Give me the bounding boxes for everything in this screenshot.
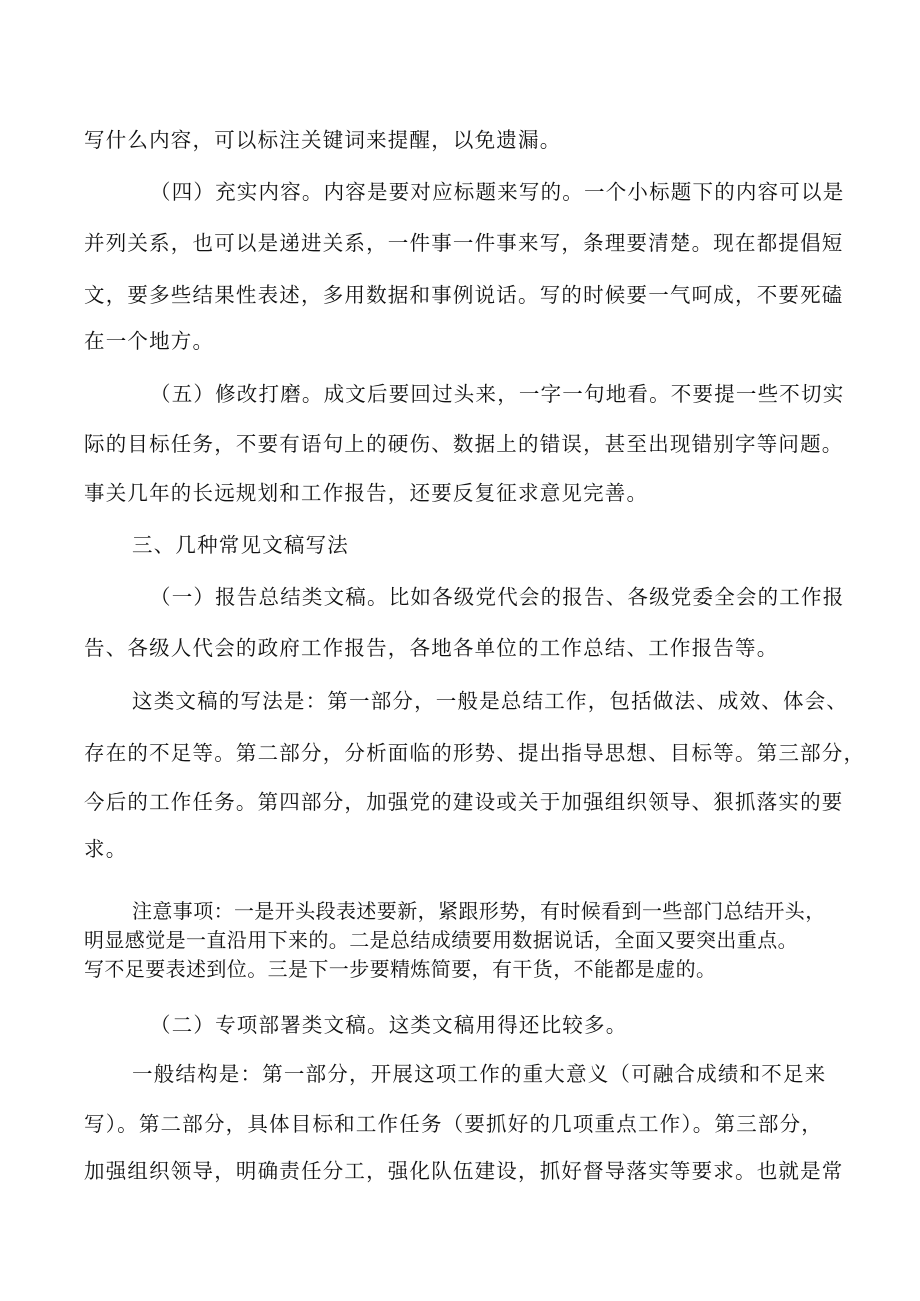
text-line: 今后的工作任务。第四部分，加强党的建设或关于加强组织领导、狠抓落实的要 [84, 790, 844, 814]
text-line: 在一个地方。 [84, 329, 215, 353]
section-heading: 三、几种常见文稿写法 [132, 533, 349, 557]
text-line: 写什么内容，可以标注关键词来提醒，以免遗漏。 [84, 128, 562, 152]
paragraph-heading-line: （一）报告总结类文稿。比如各级党代会的报告、各级党委全会的工作报 [150, 585, 845, 609]
text-line: 并列关系，也可以是递进关系，一件事一件事来写，条理要清楚。现在都提倡短 [84, 231, 844, 255]
text-line: 这类文稿的写法是：第一部分，一般是总结工作，包括做法、成效、体会、 [132, 689, 849, 713]
paragraph-heading-line: （二）专项部署类文稿。这类文稿用得还比较多。 [150, 1013, 628, 1037]
text-line: 告、各级人代会的政府工作报告，各地各单位的工作总结、工作报告等。 [84, 636, 779, 660]
text-line: 事关几年的长远规划和工作报告，还要反复征求意见完善。 [84, 481, 649, 505]
notes-line: 注意事项：一是开头段表述要新，紧跟形势，有时候看到一些部门总结开头， [132, 899, 826, 923]
text-line: 加强组织领导，明确责任分工，强化队伍建设，抓好督导落实等要求。也就是常 [84, 1159, 844, 1183]
paragraph-heading-line: （五）修改打磨。成文后要回过头来，一字一句地看。不要提一些不切实 [150, 382, 845, 406]
text-line: 文，要多些结果性表述，多用数据和事例说话。写的时候要一气呵成，不要死磕 [84, 283, 844, 307]
text-line: 一般结构是：第一部分，开展这项工作的重大意义（可融合成绩和不足来 [132, 1062, 827, 1086]
notes-line: 明显感觉是一直沿用下来的。二是总结成绩要用数据说话，全面又要突出重点。 [84, 928, 798, 952]
paragraph-heading-line: （四）充实内容。内容是要对应标题来写的。一个小标题下的内容可以是 [150, 180, 845, 204]
text-line: 求。 [84, 837, 128, 861]
notes-line: 写不足要表述到位。三是下一步要精炼简要，有干货，不能都是虚的。 [84, 957, 717, 981]
text-line: 际的目标任务，不要有语句上的硬伤、数据上的错误，甚至出现错别字等问题。 [84, 432, 844, 456]
text-line: 写）。第二部分，具体目标和工作任务（要抓好的几项重点工作）。第三部分， [84, 1112, 823, 1136]
text-line: 存在的不足等。第二部分，分析面临的形势、提出指导思想、目标等。第三部分， [84, 741, 866, 765]
